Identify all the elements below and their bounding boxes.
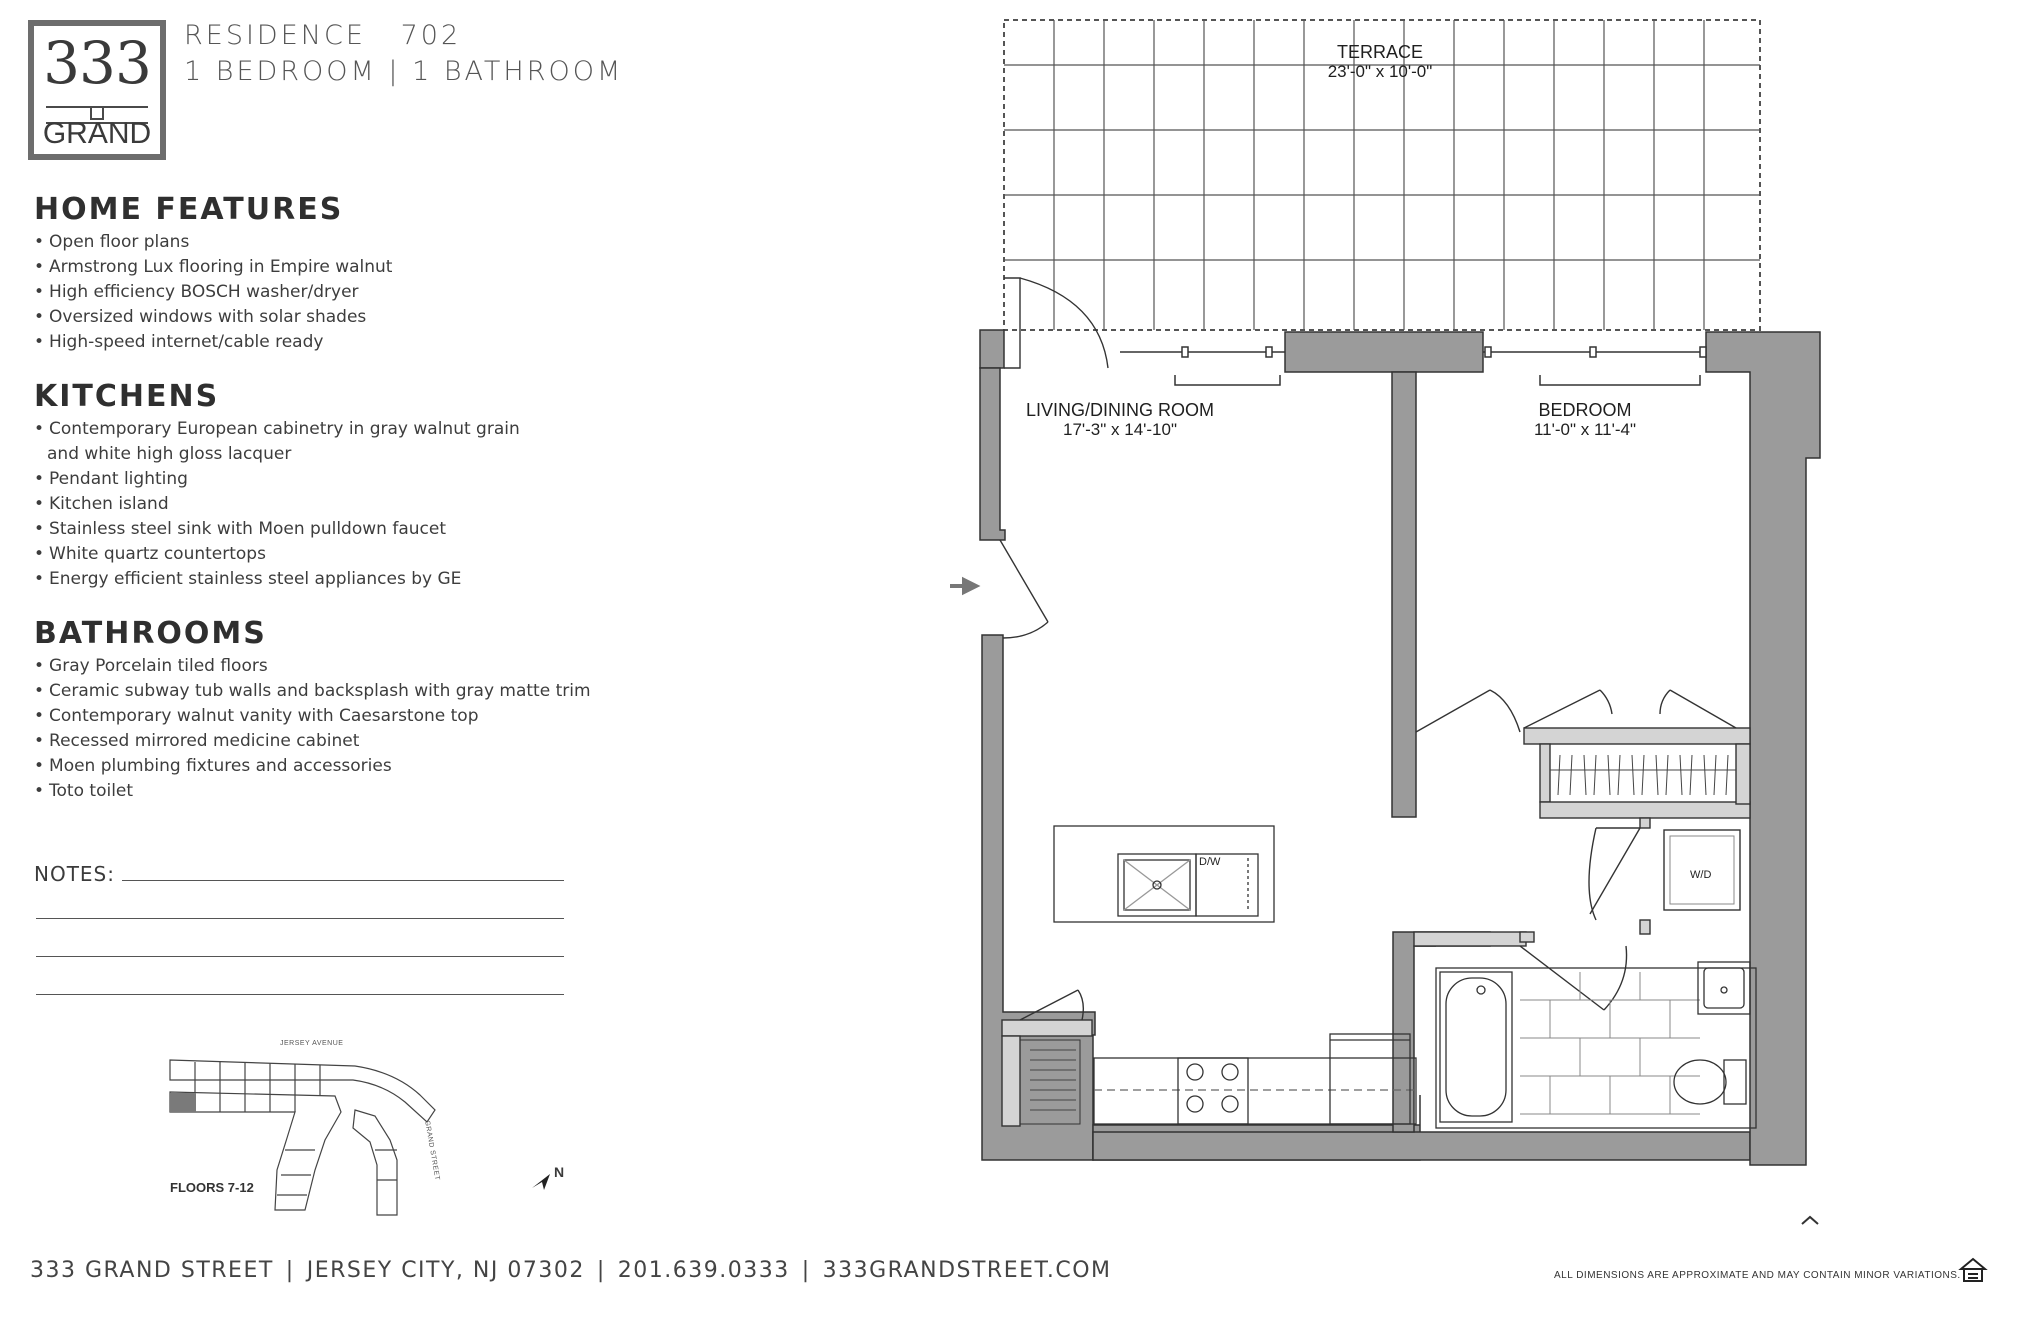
list-item: • Ceramic subway tub walls and backsplash with gray matte trim	[34, 679, 594, 704]
list-item: • Kitchen island	[34, 492, 554, 517]
closet-shelving	[1550, 755, 1736, 795]
list-item: • White quartz countertops	[34, 542, 554, 567]
disclaimer: ALL DIMENSIONS ARE APPROXIMATE AND MAY CONTAIN MINOR VARIATIONS.	[1554, 1270, 1961, 1281]
terrace-name: TERRACE	[1336, 42, 1423, 62]
footer-phone[interactable]: 201.639.0333	[617, 1258, 790, 1283]
footer-city: JERSEY CITY, NJ 07302	[306, 1258, 585, 1283]
list-item: • Armstrong Lux flooring in Empire walnut	[34, 255, 594, 280]
dishwasher-label: D/W	[1199, 856, 1221, 868]
residence-layout: 1 BEDROOM | 1 BATHROOM	[184, 56, 624, 87]
terrace-label	[1280, 42, 1480, 82]
list-item: • Contemporary European cabinetry in gray walnut grain and white high gloss lacquer	[34, 417, 554, 467]
list-item: • Stainless steel sink with Moen pulldown faucet	[34, 517, 554, 542]
bedroom-name: BEDROOM	[1538, 400, 1632, 420]
list-item: • Contemporary walnut vanity with Caesarstone top	[34, 704, 594, 729]
list-item: • Gray Porcelain tiled floors	[34, 654, 594, 679]
north-label: N	[554, 1164, 565, 1180]
living-dim: 17'-3" x 14'-10"	[1062, 420, 1177, 439]
living-name: LIVING/DINING ROOM	[1025, 400, 1214, 420]
list-item: • Toto toilet	[34, 779, 594, 804]
bedroom-label	[1485, 400, 1685, 440]
home-features-heading: HOME FEATURES	[34, 192, 344, 227]
footer-website[interactable]: 333GRANDSTREET.COM	[822, 1258, 1112, 1283]
kitchen-counter	[1094, 1034, 1416, 1124]
bedroom-dim: 11'-0" x 11'-4"	[1533, 420, 1637, 439]
kitchens-heading: KITCHENS	[34, 379, 220, 414]
logo-word: GRAND	[42, 117, 152, 150]
floors-label: FLOORS 7-12	[170, 1180, 254, 1195]
kitchen-island	[1054, 826, 1274, 922]
footer-address: 333 GRAND STREET	[30, 1258, 274, 1283]
list-item: • Moen plumbing fixtures and accessories	[34, 754, 594, 779]
list-item: • Pendant lighting	[34, 467, 554, 492]
logo-number: 333	[43, 29, 151, 97]
notes-label: NOTES:	[34, 862, 115, 886]
equal-housing-icon	[1958, 1255, 1988, 1285]
terrace-dim: 23'-0" x 10'-0"	[1327, 62, 1433, 81]
list-item: • Open floor plans	[34, 230, 594, 255]
interior-walls	[1002, 728, 1750, 1126]
list-item: • Oversized windows with solar shades	[34, 305, 594, 330]
entry-arrow-icon	[950, 580, 976, 592]
list-item: • Energy efficient stainless steel appliances by GE	[34, 567, 554, 592]
site-street-top: JERSEY AVENUE	[280, 1040, 344, 1047]
footer-contact: 333 GRAND STREET | JERSEY CITY, NJ 07302 | 201.639.0333 | 333GRANDSTREET.COM	[30, 1258, 1112, 1283]
washer-dryer-label: W/D	[1690, 869, 1712, 881]
list-item: • High-speed internet/cable ready	[34, 330, 594, 355]
list-item: • Recessed mirrored medicine cabinet	[34, 729, 594, 754]
residence-title: RESIDENCE 702	[184, 20, 462, 51]
living-label	[1010, 400, 1230, 440]
doors	[1000, 278, 1736, 1020]
caret-icon	[1800, 1214, 1820, 1226]
bathrooms-heading: BATHROOMS	[34, 616, 267, 651]
site-street-right: GRAND STREET	[423, 1120, 441, 1182]
list-item: • High efficiency BOSCH washer/dryer	[34, 280, 594, 305]
bathroom	[1436, 962, 1756, 1128]
